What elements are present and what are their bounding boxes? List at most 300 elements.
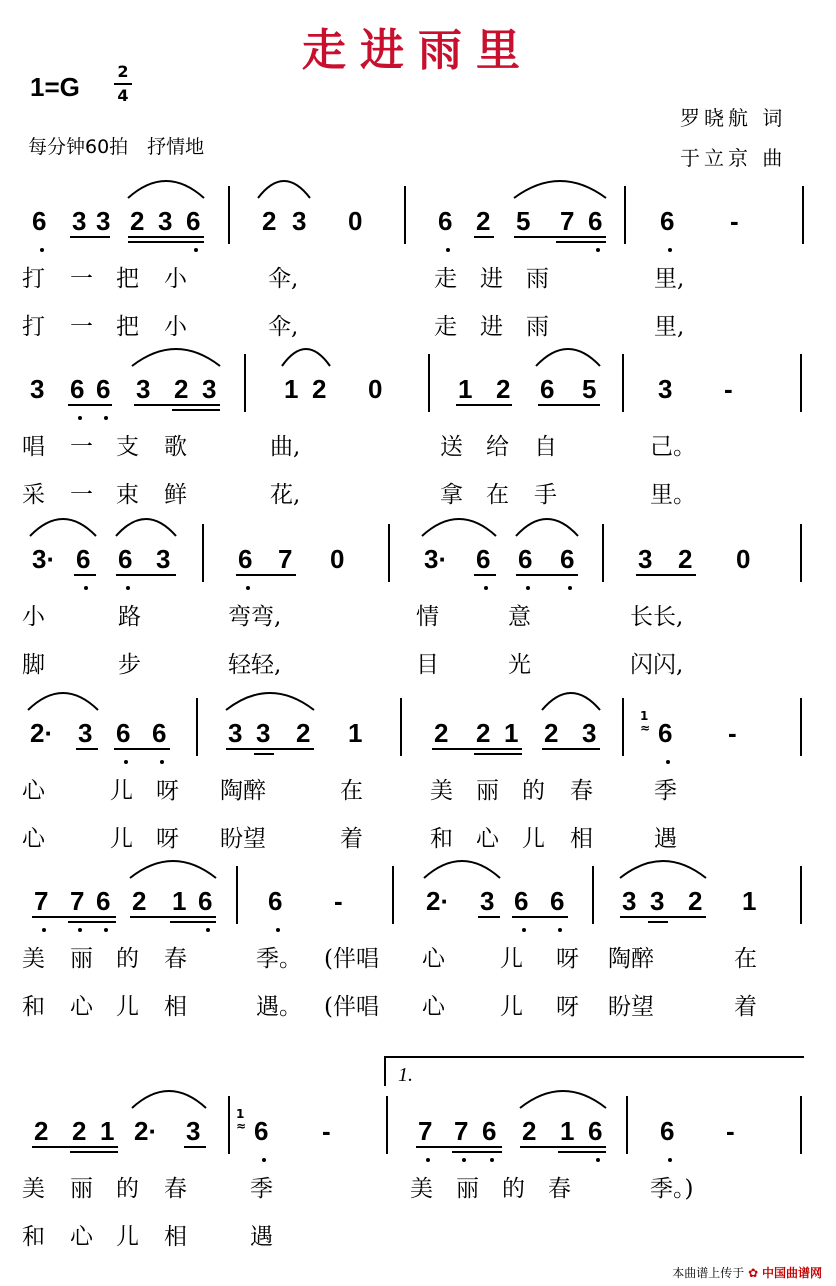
lyric-syllable: 相 (570, 826, 593, 852)
barline (800, 524, 802, 582)
note: 6 (152, 718, 167, 748)
rhythm-underline (32, 916, 116, 918)
rhythm-underline (474, 574, 496, 576)
note: 3 (650, 886, 665, 916)
slur (620, 861, 706, 878)
rhythm-underline (116, 574, 176, 576)
barline (800, 866, 802, 924)
rhythm-underline (236, 574, 296, 576)
rhythm-underline (416, 1146, 502, 1148)
volta-bracket (384, 1056, 804, 1086)
barline (400, 698, 402, 756)
lyric-syllable: 闪闪, (630, 652, 684, 678)
note: 5 (582, 374, 597, 404)
note: 2 (34, 1116, 49, 1146)
lyric-syllable: 光 (508, 652, 531, 678)
slur (128, 181, 204, 198)
low-octave-dot (84, 586, 88, 590)
rhythm-underline (74, 574, 96, 576)
note: 2 (130, 206, 145, 236)
lyric-syllable: 唱 (22, 434, 45, 460)
note: 6 (254, 1116, 269, 1146)
note: 3 (480, 886, 495, 916)
lyric-syllable: 丽 (70, 946, 93, 972)
slur (536, 349, 600, 366)
time-signature-top: 2 (117, 62, 129, 81)
rhythm-underline (128, 236, 204, 238)
lyric-syllable: 丽 (476, 778, 499, 804)
lyric-syllable: 自 (534, 434, 557, 460)
lyric-syllable: 心 (22, 826, 45, 852)
low-octave-dot (276, 928, 280, 932)
lyric-syllable: 弯弯, (228, 604, 282, 630)
slur (422, 519, 496, 536)
note: 2 (174, 374, 189, 404)
rest-note: 0 (330, 544, 345, 574)
lyric-syllable: 儿 (500, 994, 523, 1020)
lyric-syllable: 伞, (268, 266, 299, 292)
rhythm-underline (520, 1146, 606, 1148)
note: 3 (256, 718, 271, 748)
note: 1 (100, 1116, 115, 1146)
rhythm-underline (432, 748, 522, 750)
note: 3 (292, 206, 307, 236)
rhythm-underline (558, 1151, 606, 1153)
lyric-syllable: 呀 (556, 946, 579, 972)
lyric-syllable: 花, (270, 482, 301, 508)
low-octave-dot (526, 586, 530, 590)
note: 1 (284, 374, 299, 404)
lyric-syllable: 春 (164, 946, 187, 972)
lyric-syllable: 曲, (270, 434, 301, 460)
note: 6 (96, 374, 111, 404)
lyric-syllable: 支 (116, 434, 139, 460)
note: 7 (70, 886, 85, 916)
lyric-syllable: 盼望 (608, 994, 654, 1020)
note: 1 (172, 886, 187, 916)
barline (392, 866, 394, 924)
barline (602, 524, 604, 582)
lyric-syllable: 遇。 (256, 994, 302, 1020)
note: 2· (134, 1116, 158, 1146)
barline (622, 354, 624, 412)
note: 7 (454, 1116, 469, 1146)
lyric-syllable: 手 (534, 482, 557, 508)
lyric-syllable: 一 (70, 434, 93, 460)
lyric-syllable: 儿 (500, 946, 523, 972)
footer-site: 中国曲谱网 (761, 1266, 822, 1280)
note: 6 (268, 886, 283, 916)
rhythm-underline (226, 748, 314, 750)
lyric-syllable: 美 (410, 1176, 433, 1202)
lyric-syllable: 路 (118, 604, 141, 630)
lyric-syllable: 进 (480, 266, 503, 292)
barline (800, 698, 802, 756)
note: 3 (658, 374, 673, 404)
barline (202, 524, 204, 582)
lyric-syllable: 伞, (268, 314, 299, 340)
lyric-syllable: 进 (480, 314, 503, 340)
lyric-syllable: 和 (22, 994, 45, 1020)
barline (388, 524, 390, 582)
lyric-syllable: 里, (654, 314, 685, 340)
note: 2· (30, 718, 54, 748)
slur (30, 519, 96, 536)
barline (624, 186, 626, 244)
lyric-syllable: 歌 (164, 434, 187, 460)
low-octave-dot (522, 928, 526, 932)
lyric-syllable: 着 (340, 826, 363, 852)
lyric-syllable: 丽 (456, 1176, 479, 1202)
low-octave-dot (262, 1158, 266, 1162)
tempo-marking: 每分钟60拍 抒情地 (28, 136, 205, 158)
lyric-syllable: 儿 (116, 994, 139, 1020)
rhythm-underline (32, 1146, 118, 1148)
note: 6 (588, 206, 603, 236)
low-octave-dot (42, 928, 46, 932)
lyric-syllable: 小 (22, 604, 45, 630)
lyric-syllable: 走 (434, 266, 457, 292)
lyric-syllable: 陶醉 (608, 946, 654, 972)
rhythm-underline (620, 916, 706, 918)
low-octave-dot (668, 1158, 672, 1162)
extension-dash: - (730, 206, 739, 236)
key-signature: 1=G (30, 72, 80, 102)
rhythm-underline (128, 241, 204, 243)
note: 1 (742, 886, 757, 916)
rhythm-underline (114, 748, 170, 750)
extension-dash: - (322, 1116, 331, 1146)
lyric-syllable: 脚 (22, 652, 45, 678)
note: 3 (582, 718, 597, 748)
note: 1 (504, 718, 519, 748)
barline (802, 186, 804, 244)
slur (516, 519, 578, 536)
rest-note: 0 (736, 544, 751, 574)
low-octave-dot (40, 248, 44, 252)
note: 1 (560, 1116, 575, 1146)
slur (132, 1091, 206, 1108)
lyric-syllable: 在 (734, 946, 757, 972)
rhythm-underline (172, 409, 220, 411)
low-octave-dot (206, 928, 210, 932)
note: 6 (32, 206, 47, 236)
lyric-syllable: 美 (430, 778, 453, 804)
rhythm-underline (76, 748, 98, 750)
slur (132, 349, 220, 366)
lyric-syllable: 季。) (650, 1176, 694, 1202)
note: 6 (550, 886, 565, 916)
lyric-syllable: 季。 (256, 946, 302, 972)
note: 3 (158, 206, 173, 236)
lyric-syllable: 送 (440, 434, 463, 460)
extension-dash: - (728, 718, 737, 748)
lyric-syllable: 给 (486, 434, 509, 460)
note: 7 (560, 206, 575, 236)
barline (800, 354, 802, 412)
low-octave-dot (246, 586, 250, 590)
barline (228, 1096, 230, 1154)
rest-note: 0 (368, 374, 383, 404)
note: 2 (262, 206, 277, 236)
lyric-syllable: 相 (164, 994, 187, 1020)
site-logo-icon: ✿ (748, 1266, 759, 1280)
extension-dash: - (334, 886, 343, 916)
rhythm-underline (70, 1151, 118, 1153)
rhythm-underline (456, 404, 512, 406)
grace-note-mark: 1 ≈ (236, 1107, 247, 1133)
lyric-syllable: (伴唱 (324, 994, 379, 1020)
note: 2 (132, 886, 147, 916)
note: 2 (522, 1116, 537, 1146)
lyric-syllable: 盼望 (220, 826, 266, 852)
note: 6 (560, 544, 575, 574)
note: 3 (30, 374, 45, 404)
note: 2 (312, 374, 327, 404)
lyric-syllable: 和 (22, 1224, 45, 1250)
note: 2 (496, 374, 511, 404)
note: 6 (238, 544, 253, 574)
song-title: 走进雨里 (302, 25, 534, 76)
note: 2· (426, 886, 450, 916)
footer (672, 1264, 822, 1281)
lyric-syllable: 美 (22, 946, 45, 972)
rhythm-underline (68, 404, 112, 406)
lyric-syllable: 一 (70, 482, 93, 508)
lyric-syllable: 在 (486, 482, 509, 508)
low-octave-dot (104, 416, 108, 420)
note: 3· (32, 544, 56, 574)
low-octave-dot (558, 928, 562, 932)
lyric-syllable: 走 (434, 314, 457, 340)
lyric-syllable: 春 (164, 1176, 187, 1202)
note: 6 (438, 206, 453, 236)
low-octave-dot (426, 1158, 430, 1162)
note: 2 (476, 206, 491, 236)
slur (116, 519, 176, 536)
note: 6 (660, 1116, 675, 1146)
rhythm-underline (184, 1146, 206, 1148)
note: 2 (296, 718, 311, 748)
note: 6 (482, 1116, 497, 1146)
lyric-syllable: 鲜 (164, 482, 187, 508)
note: 3 (622, 886, 637, 916)
rhythm-underline (514, 236, 606, 238)
rhythm-underline (134, 404, 220, 406)
slur (258, 181, 310, 198)
note: 6 (116, 718, 131, 748)
note: 2 (72, 1116, 87, 1146)
note: 6 (76, 544, 91, 574)
lyric-syllable: 春 (548, 1176, 571, 1202)
rest-note: 0 (348, 206, 363, 236)
lyric-syllable: 己。 (650, 434, 696, 460)
note: 6 (588, 1116, 603, 1146)
lyric-syllable: 呀 (156, 778, 179, 804)
volta-label: 1. (398, 1064, 413, 1086)
lyric-syllable: 陶醉 (220, 778, 266, 804)
note: 2 (434, 718, 449, 748)
low-octave-dot (160, 760, 164, 764)
lyric-syllable: 情 (416, 604, 439, 630)
lyric-syllable: 步 (118, 652, 141, 678)
barline (428, 354, 430, 412)
extension-dash: - (724, 374, 733, 404)
rhythm-underline (636, 574, 696, 576)
lyric-syllable: 季 (250, 1176, 273, 1202)
lyric-syllable: 丽 (70, 1176, 93, 1202)
note: 3 (186, 1116, 201, 1146)
lyric-syllable: 相 (164, 1224, 187, 1250)
rhythm-underline (542, 748, 600, 750)
low-octave-dot (104, 928, 108, 932)
lyric-syllable: 目 (416, 652, 439, 678)
lyric-syllable: 呀 (156, 826, 179, 852)
low-octave-dot (484, 586, 488, 590)
lyric-syllable: 着 (734, 994, 757, 1020)
barline (236, 866, 238, 924)
low-octave-dot (78, 416, 82, 420)
footer-prefix: 本曲谱上传于 (672, 1266, 745, 1280)
barline (626, 1096, 628, 1154)
note: 3· (424, 544, 448, 574)
lyric-syllable: 雨 (526, 266, 549, 292)
note: 6 (540, 374, 555, 404)
lyric-syllable: 雨 (526, 314, 549, 340)
note: 1 (348, 718, 363, 748)
note: 5 (516, 206, 531, 236)
lyric-syllable: 长长, (630, 604, 684, 630)
slur (520, 1091, 606, 1108)
slur (424, 861, 500, 878)
note: 6 (476, 544, 491, 574)
barline (404, 186, 406, 244)
rhythm-underline (538, 404, 600, 406)
lyric-syllable: 小 (164, 314, 187, 340)
lyric-syllable: 把 (116, 266, 139, 292)
barline (592, 866, 594, 924)
time-signature-bottom: 4 (117, 86, 129, 105)
note: 3 (78, 718, 93, 748)
rhythm-underline (130, 916, 216, 918)
note: 6 (70, 374, 85, 404)
lyric-syllable: 的 (502, 1176, 525, 1202)
barline (228, 186, 230, 244)
rhythm-underline (170, 921, 216, 923)
lyric-syllable: 儿 (522, 826, 545, 852)
note: 6 (660, 206, 675, 236)
slur (28, 693, 98, 710)
lyric-syllable: 拿 (440, 482, 463, 508)
rhythm-underline (474, 236, 494, 238)
lyric-syllable: 季 (654, 778, 677, 804)
note: 2 (688, 886, 703, 916)
low-octave-dot (568, 586, 572, 590)
rhythm-underline (556, 241, 606, 243)
note: 1 (458, 374, 473, 404)
lyric-syllable: 心 (22, 778, 45, 804)
lyric-syllable: (伴唱 (324, 946, 379, 972)
lyric-syllable: 把 (116, 314, 139, 340)
low-octave-dot (596, 248, 600, 252)
barline (800, 1096, 802, 1154)
lyric-syllable: 和 (430, 826, 453, 852)
lyric-syllable: 轻轻, (228, 652, 282, 678)
note: 3 (228, 718, 243, 748)
rhythm-underline (474, 753, 522, 755)
low-octave-dot (596, 1158, 600, 1162)
lyric-syllable: 采 (22, 482, 45, 508)
rhythm-underline (512, 916, 568, 918)
note: 3 (136, 374, 151, 404)
lyric-syllable: 一 (70, 266, 93, 292)
note: 6 (118, 544, 133, 574)
lyric-syllable: 心 (422, 946, 445, 972)
note: 3 (202, 374, 217, 404)
low-octave-dot (126, 586, 130, 590)
lyric-syllable: 儿 (110, 826, 133, 852)
rhythm-underline (516, 574, 578, 576)
rhythm-underline (70, 236, 110, 238)
extension-dash: - (726, 1116, 735, 1146)
lyric-syllable: 在 (340, 778, 363, 804)
note: 3 (156, 544, 171, 574)
lyric-syllable: 美 (22, 1176, 45, 1202)
rhythm-underline (648, 921, 668, 923)
slur (542, 693, 600, 710)
note: 7 (34, 886, 49, 916)
note: 6 (186, 206, 201, 236)
note: 6 (658, 718, 673, 748)
lyric-syllable: 心 (422, 994, 445, 1020)
grace-note-mark: 1 ≈ (640, 709, 651, 735)
slur (514, 181, 606, 198)
slur (226, 693, 314, 710)
lyric-syllable: 心 (70, 994, 93, 1020)
low-octave-dot (78, 928, 82, 932)
note: 6 (518, 544, 533, 574)
rhythm-underline (478, 916, 500, 918)
rhythm-underline (452, 1151, 502, 1153)
lyric-syllable: 呀 (556, 994, 579, 1020)
low-octave-dot (666, 760, 670, 764)
lyric-syllable: 打 (22, 314, 45, 340)
barline (622, 698, 624, 756)
low-octave-dot (668, 248, 672, 252)
note: 7 (278, 544, 293, 574)
lyric-syllable: 儿 (116, 1224, 139, 1250)
slur (130, 861, 216, 878)
lyric-syllable: 儿 (110, 778, 133, 804)
note: 3 (96, 206, 111, 236)
lyric-syllable: 束 (116, 482, 139, 508)
lyric-syllable: 的 (522, 778, 545, 804)
composer-credit: 于立京 曲 (680, 146, 787, 170)
low-octave-dot (124, 760, 128, 764)
note: 2 (678, 544, 693, 574)
lyric-syllable: 心 (476, 826, 499, 852)
barline (196, 698, 198, 756)
note: 6 (514, 886, 529, 916)
lyric-syllable: 打 (22, 266, 45, 292)
lyricist-credit: 罗晓航 词 (680, 106, 787, 130)
lyric-syllable: 的 (116, 946, 139, 972)
note: 2 (476, 718, 491, 748)
lyric-syllable: 的 (116, 1176, 139, 1202)
slur (282, 349, 330, 366)
lyric-syllable: 遇 (250, 1224, 273, 1250)
lyric-syllable: 意 (508, 604, 531, 630)
